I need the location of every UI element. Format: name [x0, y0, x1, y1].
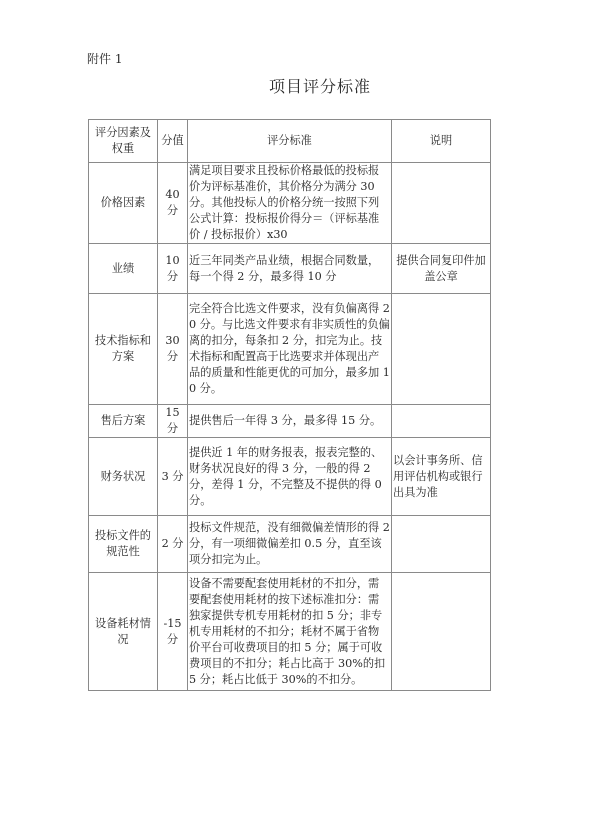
row-factor: 技术指标和方案	[89, 294, 158, 405]
row-criteria: 提供近 1 年的财务报表，报表完整的、财务状况良好的得 3 分，一般的得 2 分，差得 1 分，不完整及不提供的得 0 分。	[188, 438, 392, 516]
page-title: 项目评分标准	[268, 77, 371, 96]
scoring-table	[88, 119, 491, 691]
row-score: 15 分	[158, 405, 188, 438]
row-criteria: 提供售后一年得 3 分，最多得 15 分。	[188, 405, 392, 438]
table-row	[89, 294, 491, 405]
row-factor: 业绩	[89, 244, 158, 294]
row-score: 40 分	[158, 163, 188, 244]
header-note: 说明	[392, 120, 491, 163]
row-criteria: 投标文件规范，没有细微偏差情形的得 2 分，有一项细微偏差扣 0.5 分，直至该项分扣完为止。	[188, 516, 392, 573]
row-factor: 价格因素	[89, 163, 158, 244]
header-factor: 评分因素及权重	[89, 120, 158, 163]
row-note	[392, 294, 491, 405]
row-factor: 财务状况	[89, 438, 158, 516]
row-note	[392, 573, 491, 691]
row-criteria: 完全符合比选文件要求，没有负偏离得 20 分。与比选文件要求有非实质性的负偏离的扣分，每条扣 2 分，扣完为止。技术指标和配置高于比选要求并体现出产品的质量和性能更优的可加分，最多加 10 分。	[188, 294, 392, 405]
header-criteria: 评分标准	[188, 120, 392, 163]
row-note	[392, 516, 491, 573]
table-row	[89, 516, 491, 573]
row-factor: 投标文件的规范性	[89, 516, 158, 573]
table-row	[89, 438, 491, 516]
row-note: 提供合同复印件加盖公章	[392, 244, 491, 294]
row-score: 3 分	[158, 438, 188, 516]
row-note	[392, 163, 491, 244]
table-row	[89, 163, 491, 244]
table-header-row	[89, 120, 491, 163]
row-criteria: 满足项目要求且投标价格最低的投标报价为评标基准价，其价格分为满分 30 分。其他投标人的价格分统一按照下列公式计算：投标报价得分＝（评标基准价 / 投标报价）x30	[188, 163, 392, 244]
table-row	[89, 573, 491, 691]
row-score: -15 分	[158, 573, 188, 691]
header-score: 分值	[158, 120, 188, 163]
row-note: 以会计事务所、信用评估机构或银行出具为准	[392, 438, 491, 516]
table-row	[89, 244, 491, 294]
row-score: 30 分	[158, 294, 188, 405]
row-score: 10 分	[158, 244, 188, 294]
row-factor: 售后方案	[89, 405, 158, 438]
row-criteria: 近三年同类产品业绩，根据合同数量，每一个得 2 分，最多得 10 分	[188, 244, 392, 294]
row-factor: 设备耗材情况	[89, 573, 158, 691]
table-row	[89, 405, 491, 438]
row-score: 2 分	[158, 516, 188, 573]
row-criteria: 设备不需要配套使用耗材的不扣分，需要配套使用耗材的按下述标准扣分：需独家提供专机专用耗材的扣 5 分；非专机专用耗材的不扣分；耗材不属于省物价平台可收费项目的扣 5 分；属于可收费项目的不扣分；耗占比高于 30%的扣 5 分；耗占比低于 30%的不扣分。	[188, 573, 392, 691]
row-note	[392, 405, 491, 438]
attachment-label: 附件 1	[87, 52, 123, 66]
